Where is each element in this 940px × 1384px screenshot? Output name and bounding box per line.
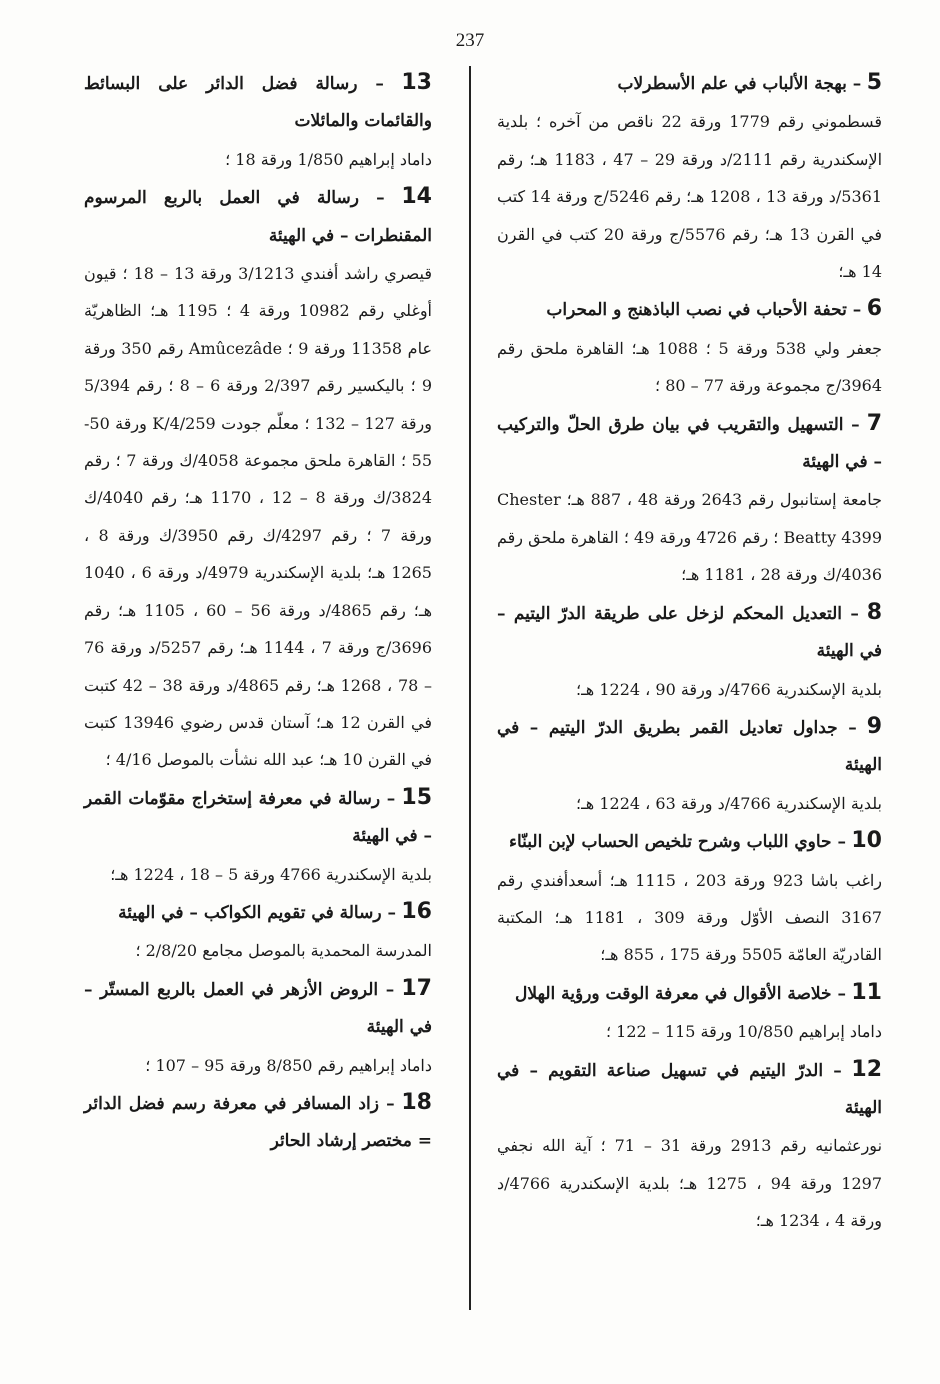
- entry-sources: المدرسة المحمدية بالموصل مجامع 2/8/20 ؛: [135, 941, 432, 961]
- entry-sources: راغب باشا 923 ورقة 203 ، 1115 هـ؛ أسعدأفندي رقم 3167 النصف الأوّل ورقة 309 ، 1181 هـ؛ المكتبة القادريّة العامّة 5505 ورقة 175 ، 855 هـ؛: [497, 870, 883, 965]
- entry-title: – التعديل المحكم لزخل على طريقة الدرّ اليتيم – في الهيئة: [497, 603, 882, 662]
- entry-number: 6: [866, 296, 882, 322]
- entry-title: – خلاصة الأقوال في معرفة الوقت ورؤية الهلال: [515, 983, 846, 1004]
- entry-title: – الدرّ اليتيم في تسهيل صناعة التقويم – في الهيئة: [497, 1060, 882, 1118]
- entry-number: 13: [401, 70, 432, 95]
- manuscript-entry: [497, 290, 882, 329]
- entry-title: – رسالة في تقويم الكواكب – في الهيئة: [118, 902, 396, 923]
- entry-number: 12: [851, 1056, 883, 1082]
- manuscript-entry: [84, 779, 432, 856]
- entry-sources: قيصري راشد أفندي 3/1213 ورقة 13 – 18 ؛ قيون أوغلي رقم 10982 ورقة 4 ؛ 1195 هـ؛ الظاهريّة عام 11358 ورقة 9 ؛ Amûcezâde رقم 350 ورقة 9 ؛ باليكسير رقم 2/397 ورقة 6 – 8 ؛ رقم 5/394 ورقة 127 – 132 ؛ معلّم جودت 4/259/K ورقة 50-55 ؛ القاهرة ملحق مجموعة 4058/ك ورقة 7 ؛ رقم 3824/ك ورقة 8 – 12 ، 1170 هـ؛ رقم 4040/ك ورقة 7 ؛ رقم 4297/ك رقم 3950/ك ورقة 8 ، 1265 هـ؛ بلدية الإسكندرية 4979/د ورقة 6 ، 1040 هـ؛ رقم 4865/د ورقة 56 – 60 ، 1105 هـ؛ رقم 3696/ج ورقة 7 ، 1144 هـ؛ رقم 5257/د ورقة 76 – 78 ، 1268 هـ؛ رقم 4865/د ورقة 38 – 42 كتبت في القرن 12 هـ؛ آستان قدس رضوي 13946 كتبت في القرن 10 هـ؛ عبد الله نشأت بالموصل 4/16 ؛: [84, 264, 433, 770]
- entry-title: – بهجة الألباب في علم الأسطرلاب: [617, 74, 862, 94]
- entry-sources: نورعثمانيه رقم 2913 ورقة 31 – 71 ؛ آية الله نجفي 1297 ورقة 94 ، 1275 هـ؛ بلدية الإسكندرية 4766/د ورقة 4 ، 1234 هـ؛: [497, 1136, 883, 1231]
- manuscript-entry: [84, 970, 432, 1047]
- entry-sources: داماد إبراهيم رقم 8/850 ورقة 95 – 107 ؛: [145, 1055, 432, 1075]
- manuscript-entry: [497, 405, 882, 482]
- entry-number: 9: [866, 713, 883, 739]
- entry-title: – رسالة في معرفة إستخراج مقوّمات القمر – في الهيئة: [84, 788, 432, 847]
- manuscript-entry: [497, 64, 882, 103]
- manuscript-entry: [84, 178, 432, 255]
- entry-title: – الروض الأزهر في العمل بالربع المستّر – في الهيئة: [84, 979, 432, 1038]
- left-column: [84, 64, 432, 1161]
- entry-sources: بلدية الإسكندرية 4766 ورقة 5 – 18 ، 1224 هـ؛: [110, 864, 432, 884]
- manuscript-entry: [497, 708, 882, 785]
- entry-title: – تحفة الأحباب في نصب الباذهنج و المحراب: [546, 300, 862, 321]
- manuscript-entry: [84, 893, 432, 932]
- manuscript-entry: [497, 1051, 882, 1128]
- entry-number: 14: [401, 184, 432, 210]
- entry-number: 11: [851, 979, 882, 1005]
- manuscript-entry: [497, 974, 882, 1013]
- entry-title: – جداول تعاديل القمر بطريق الدرّ اليتيم – في الهيئة: [497, 717, 882, 776]
- entry-title: – حاوي اللباب وشرح تلخيص الحساب لإبن البنّاء: [508, 832, 846, 853]
- entry-sources: قسطموني رقم 1779 ورقة 22 ناقص من آخره ؛ بلدية الإسكندرية رقم 2111/د ورقة 29 – 47 ، 1183 هـ؛ رقم 5361/د ورقة 13 ، 1208 هـ؛ رقم 5246/ج ورقة 14 كتب في القرن 13 هـ؛ رقم 5576/ج ورقة 20 كتب في القرن 14 هـ؛: [497, 112, 883, 282]
- right-column: [497, 64, 882, 1240]
- column-divider: [469, 66, 471, 1310]
- entry-title: – التسهيل والتقريب في بيان طرق الحلّ والتركيب – في الهيئة: [497, 414, 882, 473]
- entry-title: – رسالة في العمل بالربع المرسوم المقنطرات – في الهيئة: [84, 188, 432, 246]
- page-number: 237: [455, 30, 485, 51]
- manuscript-entry: [497, 822, 882, 861]
- entry-number: 10: [851, 828, 882, 854]
- entry-number: 7: [866, 410, 883, 436]
- entry-number: 8: [866, 599, 882, 625]
- entry-title: – زاد المسافر في معرفة رسم فضل الدائر = مختصر إرشاد الحائر: [84, 1093, 432, 1152]
- entry-sources: داماد إبراهيم 10/850 ورقة 115 – 122 ؛: [606, 1022, 882, 1042]
- entry-sources: بلدية الإسكندرية 4766/د ورقة 63 ، 1224 هـ؛: [576, 793, 882, 813]
- entry-number: 18: [401, 1089, 432, 1115]
- entry-number: 15: [401, 784, 433, 810]
- entry-sources: جامعة إستانبول رقم 2643 ورقة 48 ، 887 هـ؛ Chester Beatty 4399 ؛ رقم 4726 ورقة 49 ؛ القاهرة ملحق رقم 4036/ك ورقة 28 ، 1181 هـ؛: [497, 490, 882, 585]
- manuscript-entry: [84, 1084, 432, 1161]
- entry-title: – رسالة فضل الدائر على البسائط والقائمات والمائلات: [84, 74, 432, 132]
- entry-number: 5: [866, 70, 882, 95]
- manuscript-entry: [84, 64, 432, 141]
- entry-number: 17: [401, 975, 432, 1001]
- manuscript-entry: [497, 594, 882, 671]
- entry-number: 16: [401, 898, 432, 924]
- entry-sources: جعفر ولي 538 ورقة 5 ؛ 1088 هـ؛ القاهرة ملحق رقم 3964/ج مجموعة ورقة 77 – 80 ؛: [497, 338, 882, 396]
- entry-sources: بلدية الإسكندرية 4766/د ورقة 90 ، 1224 هـ؛: [576, 679, 882, 699]
- entry-sources: داماد إبراهيم 1/850 ورقة 18 ؛: [225, 149, 432, 169]
